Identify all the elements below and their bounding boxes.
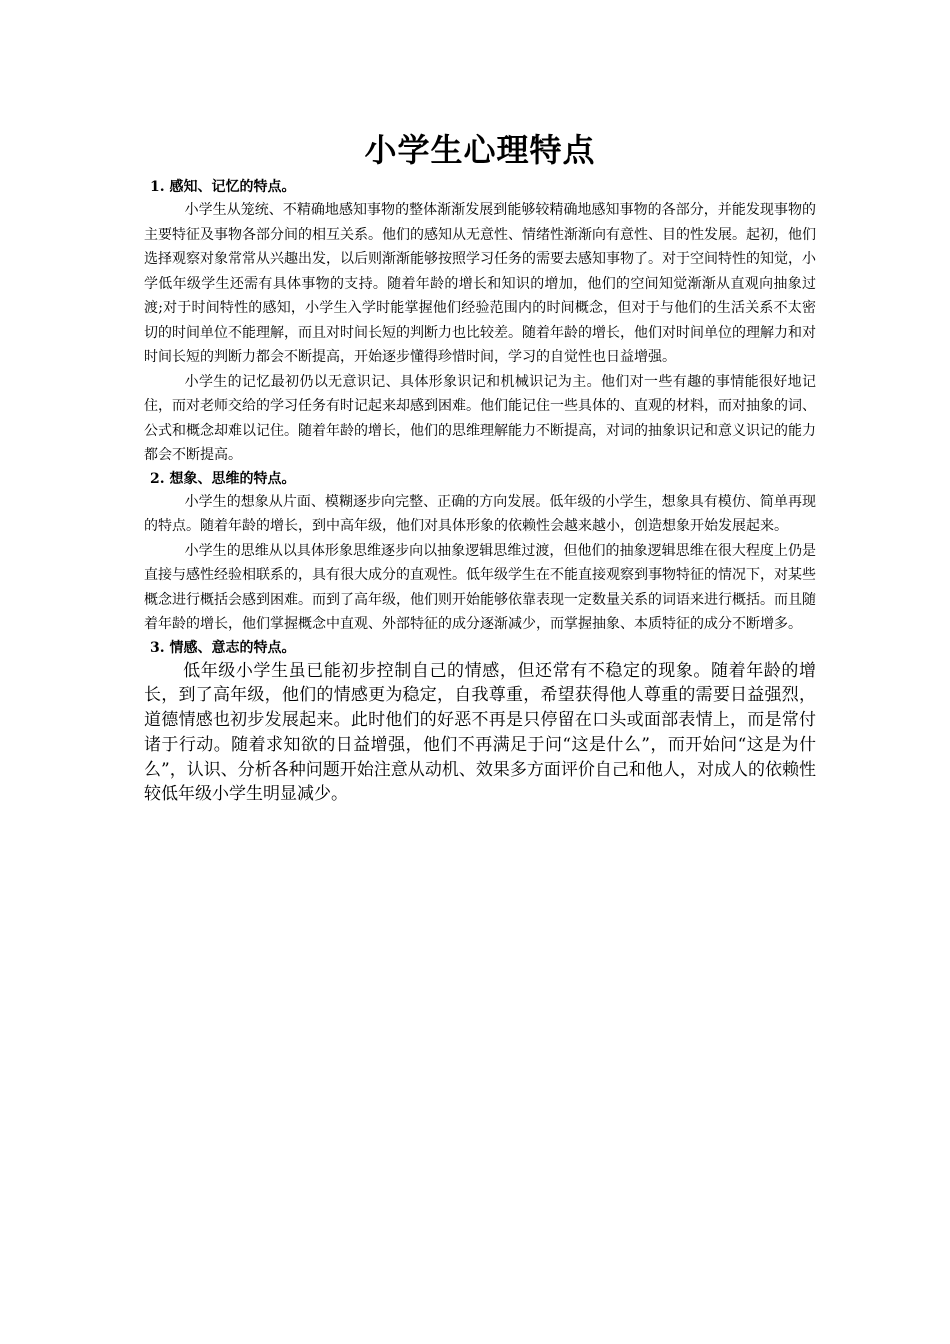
paragraph: 小学生的记忆最初仍以无意识记、具体形象识记和机械识记为主。他们对一些有趣的事情能很好地记住，而对老师交给的学习任务有时记起来却感到困难。他们能记住一些具体的、直观的材料，而对抽象的词、公式和概念却难以记住。随着年龄的增长，他们的思维理解能力不断提高，对词的抽象识记和意义识记的能力都会不断提高。 xyxy=(144,373,816,463)
section-heading: 1. 感知、记忆的特点。 xyxy=(150,179,296,195)
section-imagination-thinking xyxy=(144,468,816,637)
section-heading: 2. 想象、思维的特点。 xyxy=(150,470,296,487)
section-emotion-will xyxy=(144,637,816,808)
section-perception-memory xyxy=(144,176,816,468)
paragraph: 低年级小学生虽已能初步控制自己的情感，但还常有不稳定的现象。随着年龄的增长，到了高年级，他们的情感更为稳定，自我尊重，希望获得他人尊重的需要日益强烈，道德情感也初步发展起来。此时他们的好恶不再是只停留在口头或面部表情上，而是常付诸于行动。随着求知欲的日益增强，他们不再满足于问“这是什么”，而开始问“这是为什么”，认识、分析各种问题开始注意从动机、效果多方面评价自己和他人，对成人的依赖性较低年级小学生明显减少。 xyxy=(144,660,816,805)
paragraph: 小学生从笼统、不精确地感知事物的整体渐渐发展到能够较精确地感知事物的各部分，并能发现事物的主要特征及事物各部分间的相互关系。他们的感知从无意性、情绪性渐渐向有意性、目的性发展。起初，他们选择观察对象常常从兴趣出发，以后则渐渐能够按照学习任务的需要去感知事物了。对于空间特性的知觉，小学低年级学生还需有具体事物的支持。随着年龄的增长和知识的增加，他们的空间知觉渐渐从直观向抽象过渡;对于时间特性的感知，小学生入学时能掌握他们经验范围内的时间概念，但对于与他们的生活关系不太密切的时间单位不能理解，而且对时间长短的判断力也比较差。随着年龄的增长，他们对时间单位的理解力和对时间长短的判断力都会不断提高，开始逐步懂得珍惜时间，学习的自觉性也日益增强。 xyxy=(144,202,816,365)
document-page xyxy=(144,128,816,807)
page-title: 小学生心理特点 xyxy=(364,131,596,169)
paragraph: 小学生的想象从片面、模糊逐步向完整、正确的方向发展。低年级的小学生，想象具有模仿、简单再现的特点。随着年龄的增长，到中高年级，他们对具体形象的依赖性会越来越小，创造想象开始发展起来。 xyxy=(144,493,816,534)
paragraph: 小学生的思维从以具体形象思维逐步向以抽象逻辑思维过渡，但他们的抽象逻辑思维在很大程度上仍是直接与感性经验相联系的，具有很大成分的直观性。低年级学生在不能直接观察到事物特征的情况下，对某些概念进行概括会感到困难。而到了高年级，他们则开始能够依靠表现一定数量关系的词语来进行概括。而且随着年龄的增长，他们掌握概念中直观、外部特征的成分逐渐减少，而掌握抽象、本质特征的成分不断增多。 xyxy=(144,542,816,632)
section-heading: 3. 情感、意志的特点。 xyxy=(150,639,296,656)
